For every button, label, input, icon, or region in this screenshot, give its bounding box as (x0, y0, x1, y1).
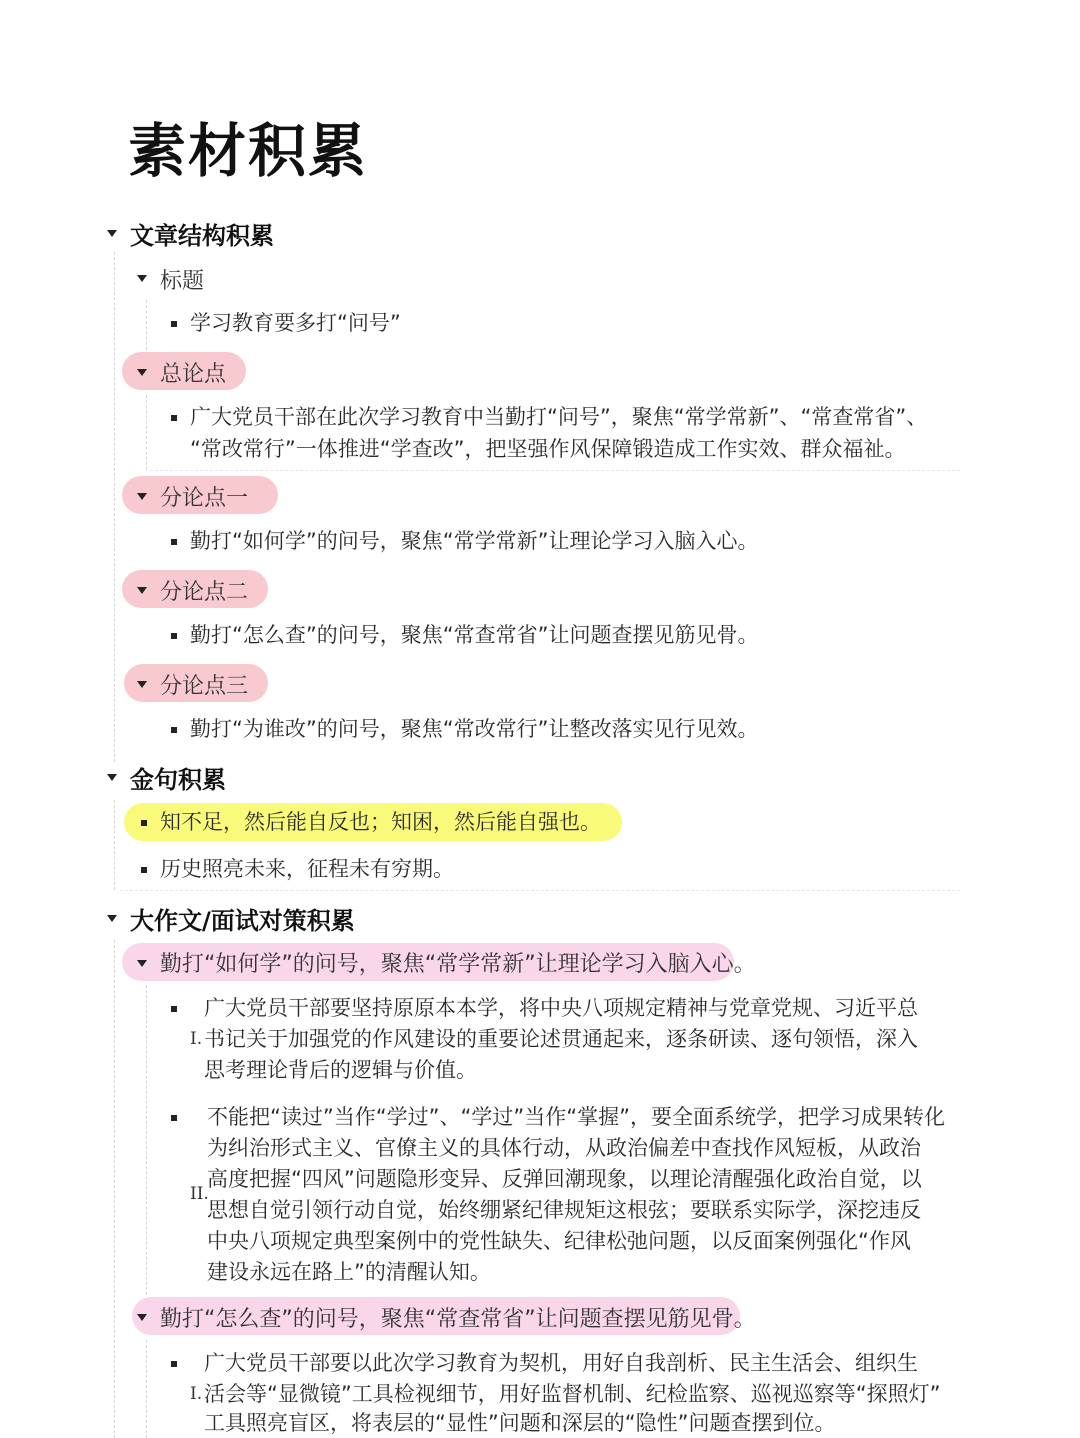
block-1-item-2-line-3: 高度把握“四风”问题隐形变异、反弹回潮现象，以理论清醒强化政治自觉，以 (207, 1167, 922, 1191)
block-1-item-2-line-4: 思想自觉引领行动自觉，始终绷紧纪律规矩这根弦；要联系实际学，深挖违反 (207, 1198, 921, 1222)
bullet-icon (171, 633, 177, 639)
section-heading-quotes: 金句积累 (130, 766, 226, 794)
bullet-icon (171, 1361, 177, 1367)
collapse-toggle-icon[interactable] (137, 587, 147, 594)
block-1-item-2-line-2: 为纠治形式主义、官僚主义的具体行动，从政治偏差中查找作风短板，从政治 (207, 1136, 921, 1160)
bullet-icon (141, 867, 147, 873)
collapse-toggle-icon[interactable] (107, 774, 117, 781)
collapse-toggle-icon[interactable] (107, 915, 117, 922)
bullet-icon (171, 415, 177, 421)
bullet-icon (141, 820, 147, 826)
block-1-item-1-line-3: 思考理论背后的逻辑与价值。 (204, 1058, 477, 1082)
block-1-item-2-line-6: 建设永远在路上”的清醒认知。 (207, 1260, 491, 1284)
bullet-icon (171, 1006, 177, 1012)
sub-point-2-item: 勤打“怎么查”的问号，聚焦“常查常省”让问题查摆见筋见骨。 (190, 623, 759, 647)
block-1-item-2-line-1: 不能把“读过”当作“学过”、“学过”当作“掌握”，要全面系统学，把学习成果转化 (207, 1105, 946, 1129)
block-2-item-1-line-2: 活会等“显微镜”工具检视细节，用好监督机制、纪检监察、巡视巡察等“探照灯” (204, 1382, 941, 1406)
guide-line (146, 395, 147, 470)
block-1-item-1-line-1: 广大党员干部要坚持原原本本学，将中央八项规定精神与党章党规、习近平总 (204, 996, 918, 1020)
main-point-label: 总论点 (160, 362, 227, 387)
collapse-toggle-icon[interactable] (107, 230, 117, 237)
collapse-toggle-icon[interactable] (137, 369, 147, 376)
block-2-label: 勤打“怎么查”的问号，聚焦“常查常省”让问题查摆见筋见骨。 (160, 1307, 756, 1332)
quote-1: 知不足，然后能自反也；知困，然后能自强也。 (160, 810, 601, 834)
guide-line (114, 940, 115, 1438)
sub-point-3-item: 勤打“为谁改”的问号，聚焦“常改常行”让整改落实见行见效。 (190, 717, 759, 741)
section-heading-essay: 大作文/面试对策积累 (130, 907, 355, 935)
block-2-item-1-line-1: 广大党员干部要以此次学习教育为契机，用好自我剖析、民主生活会、组织生 (204, 1351, 918, 1375)
guide-line (114, 252, 115, 762)
bullet-icon (171, 1115, 177, 1121)
guide-line (146, 985, 147, 1295)
list-number: II. (190, 1184, 209, 1204)
sub-point-2-label: 分论点二 (160, 580, 249, 605)
sub-point-1-label: 分论点一 (160, 486, 249, 511)
bullet-icon (171, 539, 177, 545)
title-item: 学习教育要多打“问号” (190, 311, 401, 335)
main-point-line-2: “常改常行”一体推进“学查改”，把坚强作风保障锻造成工作实效、群众福祉。 (190, 437, 906, 461)
block-1-label: 勤打“如何学”的问号，聚焦“常学常新”让理论学习入脑入心。 (160, 952, 756, 977)
guide-line (146, 1340, 147, 1438)
block-1-item-2-line-5: 中央八项规定典型案例中的党性缺失、纪律松弛问题，以反面案例强化“作风 (207, 1229, 911, 1253)
main-point-line-1: 广大党员干部在此次学习教育中当勤打“问号”，聚焦“常学常新”、“常查常省”、 (190, 405, 928, 429)
list-number: I. (190, 1029, 203, 1049)
quote-2: 历史照亮未来，征程未有穷期。 (160, 857, 454, 881)
list-number: I. (190, 1384, 203, 1404)
collapse-toggle-icon[interactable] (137, 681, 147, 688)
section-heading-structure: 文章结构积累 (130, 222, 274, 250)
block-1-item-1-line-2: 书记关于加强党的作风建设的重要论述贯通起来，逐条研读、逐句领悟，深入 (204, 1027, 918, 1051)
title-label: 标题 (160, 269, 205, 294)
block-2-item-1-line-3: 工具照亮盲区，将表层的“显性”问题和深层的“隐性”问题查摆到位。 (204, 1411, 836, 1435)
collapse-toggle-icon[interactable] (137, 493, 147, 500)
guide-line (146, 300, 147, 350)
collapse-toggle-icon[interactable] (137, 960, 147, 967)
sub-point-1-item: 勤打“如何学”的问号，聚焦“常学常新”让理论学习入脑入心。 (190, 529, 759, 553)
collapse-toggle-icon[interactable] (137, 275, 147, 282)
page-title: 素材积累 (128, 117, 369, 185)
sub-point-3-label: 分论点三 (160, 674, 249, 699)
bullet-icon (171, 321, 177, 327)
collapse-toggle-icon[interactable] (137, 1314, 147, 1321)
guide-line (120, 890, 960, 891)
bullet-icon (171, 727, 177, 733)
guide-line (114, 800, 115, 890)
guide-line (150, 470, 960, 471)
